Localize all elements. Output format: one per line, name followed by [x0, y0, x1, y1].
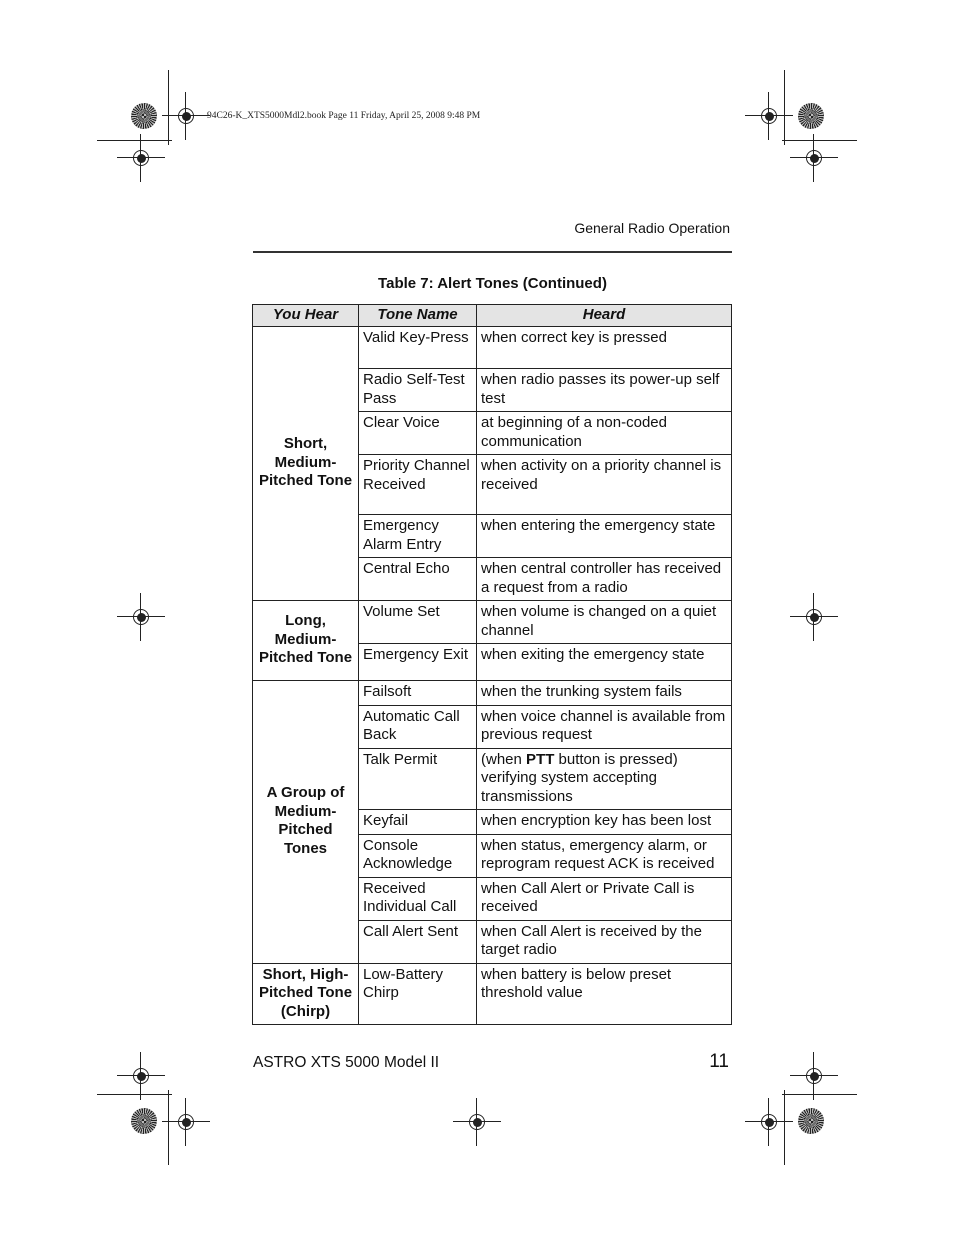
- column-header: Tone Name: [359, 305, 477, 327]
- heard-cell: when exiting the emergency state: [477, 644, 732, 681]
- you-hear-cell: Long, Medium-Pitched Tone: [253, 601, 359, 681]
- tone-name-cell: Automatic Call Back: [359, 705, 477, 748]
- heard-cell: when voice channel is available from previous request: [477, 705, 732, 748]
- crop-line: [784, 1090, 785, 1165]
- crosshair-icon: [790, 1052, 838, 1100]
- heard-cell: when radio passes its power-up self test: [477, 369, 732, 412]
- table-row: [253, 601, 732, 644]
- crop-line: [97, 140, 172, 141]
- tone-name-cell: Clear Voice: [359, 412, 477, 455]
- print-header: 94C26-K_XTS5000Mdl2.book Page 11 Friday, April 25, 2008 9:48 PM: [207, 111, 481, 121]
- crop-line: [97, 1094, 172, 1095]
- footer-title: ASTRO XTS 5000 Model II: [253, 1054, 440, 1071]
- heard-cell: when the trunking system fails: [477, 681, 732, 706]
- column-header: Heard: [477, 305, 732, 327]
- tone-name-cell: Received Individual Call: [359, 877, 477, 920]
- crosshair-icon: [453, 1098, 501, 1146]
- heard-cell: at beginning of a non-coded communication: [477, 412, 732, 455]
- crop-line: [168, 1090, 169, 1165]
- crosshair-icon: [790, 593, 838, 641]
- heard-cell: when correct key is pressed: [477, 327, 732, 369]
- heard-text: button is pressed) verifying system accepting transmissions: [481, 750, 678, 805]
- crosshair-icon: [117, 134, 165, 182]
- heard-cell: when entering the emergency state: [477, 515, 732, 558]
- crosshair-icon: [790, 134, 838, 182]
- table-header-row: [253, 305, 732, 327]
- table-row: [253, 681, 732, 706]
- tone-name-cell: Keyfail: [359, 810, 477, 835]
- heard-cell: when activity on a priority channel is received: [477, 455, 732, 515]
- heard-text: (when: [481, 750, 527, 768]
- crosshair-icon: [162, 1098, 210, 1146]
- heard-cell: when encryption key has been lost: [477, 810, 732, 835]
- heard-cell: when Call Alert or Private Call is received: [477, 877, 732, 920]
- you-hear-cell: Short, High-Pitched Tone (Chirp): [253, 963, 359, 1025]
- tone-name-cell: Low-Battery Chirp: [359, 963, 477, 1025]
- registration-star-icon: [798, 103, 824, 129]
- crop-line: [168, 70, 169, 145]
- tone-name-cell: Console Acknowledge: [359, 834, 477, 877]
- table-row: [253, 963, 732, 1025]
- tone-name-cell: Central Echo: [359, 558, 477, 601]
- crosshair-icon: [117, 593, 165, 641]
- tone-name-cell: Emergency Exit: [359, 644, 477, 681]
- tone-name-cell: Radio Self-Test Pass: [359, 369, 477, 412]
- heard-cell: when central controller has received a request from a radio: [477, 558, 732, 601]
- crosshair-icon: [162, 92, 210, 140]
- heard-cell: when volume is changed on a quiet channel: [477, 601, 732, 644]
- crop-line: [782, 140, 857, 141]
- heard-cell: when status, emergency alarm, or reprogram request ACK is received: [477, 834, 732, 877]
- crosshair-icon: [117, 1052, 165, 1100]
- ptt-button-label: PTT: [526, 750, 555, 768]
- tone-name-cell: Failsoft: [359, 681, 477, 706]
- you-hear-cell: A Group of Medium-Pitched Tones: [253, 681, 359, 964]
- tone-name-cell: Priority Channel Received: [359, 455, 477, 515]
- crop-line: [782, 1094, 857, 1095]
- heard-cell: when battery is below preset threshold value: [477, 963, 732, 1025]
- heard-cell: when Call Alert is received by the target radio: [477, 920, 732, 963]
- registration-star-icon: [131, 1108, 157, 1134]
- column-header: You Hear: [253, 305, 359, 327]
- crosshair-icon: [745, 1098, 793, 1146]
- tone-name-cell: Volume Set: [359, 601, 477, 644]
- table-caption: Table 7: Alert Tones (Continued): [378, 275, 607, 292]
- tone-name-cell: Valid Key-Press: [359, 327, 477, 369]
- crop-line: [784, 70, 785, 145]
- alert-tones-table: [252, 304, 732, 1025]
- you-hear-cell: Short, Medium-Pitched Tone: [253, 327, 359, 601]
- section-title: General Radio Operation: [574, 220, 730, 236]
- page-number: 11: [709, 1051, 729, 1072]
- tone-name-cell: Talk Permit: [359, 748, 477, 810]
- table-row: [253, 327, 732, 369]
- tone-name-cell: Call Alert Sent: [359, 920, 477, 963]
- registration-star-icon: [798, 1108, 824, 1134]
- heard-cell: [477, 748, 732, 810]
- tone-name-cell: Emergency Alarm Entry: [359, 515, 477, 558]
- header-rule: [253, 251, 732, 253]
- registration-star-icon: [131, 103, 157, 129]
- crosshair-icon: [745, 92, 793, 140]
